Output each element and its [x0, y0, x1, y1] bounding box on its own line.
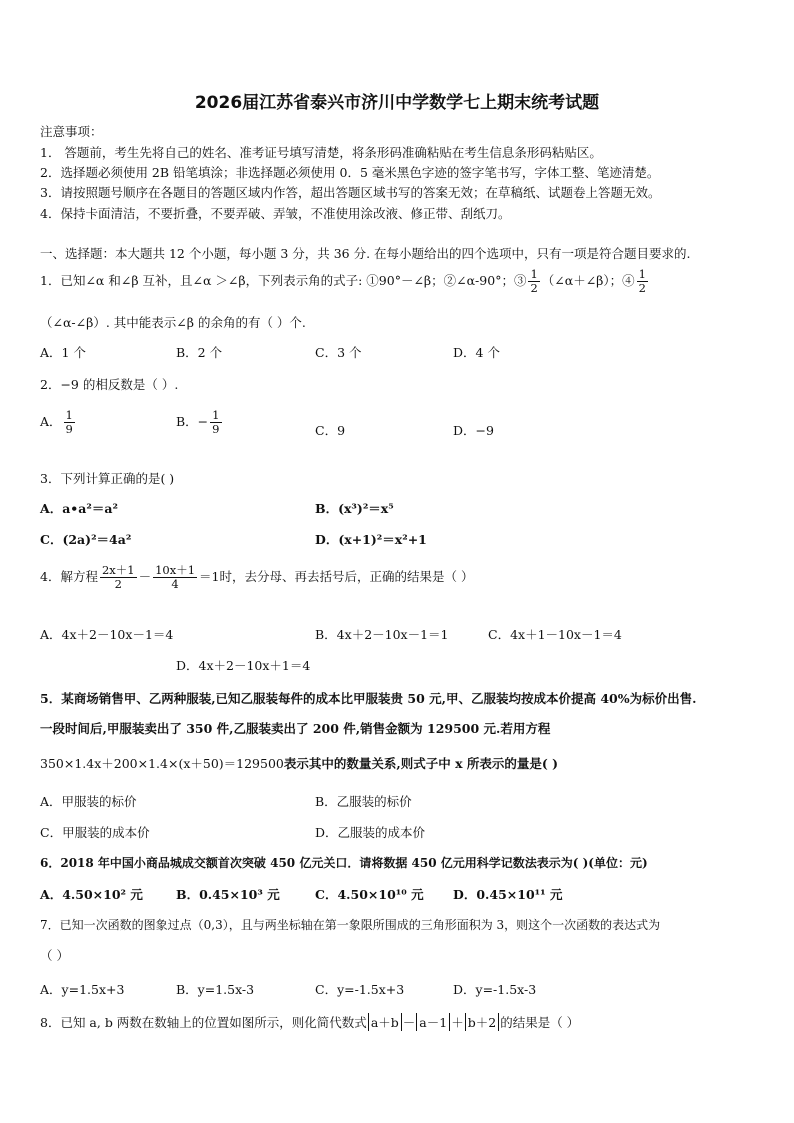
q7-option-d[interactable]: D．y=-1.5x-3 [453, 982, 537, 997]
q3-option-d[interactable]: D．(x+1)²＝x²+1 [315, 532, 427, 547]
frac-numerator: 2x＋1 [101, 563, 135, 577]
q2-option-c[interactable]: C．9 [315, 423, 346, 438]
option-label: B．− [176, 414, 209, 430]
section-heading: 一、选择题：本大题共 12 个小题，每小题 3 分，共 36 分. 在每小题给出的四个选项中，只有一项是符合题目要求的. [40, 246, 691, 261]
notice-item-3: 3．请按照题号顺序在各题目的答题区域内作答，超出答题区域书写的答案无效；在草稿纸、试题卷上答题无效。 [40, 185, 661, 200]
question-3-stem: 3．下列计算正确的是( ) [40, 471, 175, 486]
q1-option-b[interactable]: B．2 个 [176, 345, 223, 360]
page-title: 2026届江苏省泰兴市济川中学数学七上期末统考试题 [194, 93, 600, 113]
q2-b-fraction [210, 409, 221, 436]
q6-option-b[interactable]: B．0.45×10³ 元 [176, 887, 280, 902]
plus-sign: ＋ [451, 1015, 464, 1030]
minus-sign: － [402, 1015, 416, 1030]
abs-value-a-plus-b: a＋b [368, 1013, 402, 1031]
question-2-stem: 2．−9 的相反数是（ ）. [40, 377, 179, 392]
q4-option-a[interactable]: A．4x＋2－10x－1＝4 [40, 627, 174, 642]
frac-numerator: 1 [638, 267, 646, 281]
frac-denominator: 2 [530, 281, 538, 296]
q1-text-a: 1．已知∠α 和∠β 互补，且∠α ＞∠β，下列表示角的式子: ①90°－∠β；②∠α-90°；③ [40, 273, 527, 289]
question-6-stem: 6．2018 年中国小商品城成交额首次突破 450 亿元关口．请将数据 450 亿元用科学记数法表示为( )(单位：元) [40, 856, 648, 870]
q1-option-a[interactable]: A．1 个 [40, 345, 86, 360]
q4-option-b[interactable]: B．4x＋2－10x－1＝1 [315, 627, 449, 642]
equals-one: ＝1 [199, 569, 220, 585]
q7-option-a[interactable]: A．y=1.5x+3 [40, 982, 125, 997]
q4-suffix: 时，去分母、再去括号后，正确的结果是（ ） [219, 569, 474, 585]
question-7-line-2: （ ） [40, 948, 69, 963]
q5-option-d[interactable]: D．乙服装的成本价 [315, 825, 426, 840]
q4-option-c[interactable]: C．4x＋1－10x－1＝4 [488, 627, 622, 642]
q3-option-a[interactable]: A．a•a²＝a² [40, 501, 118, 516]
notice-item-1: 1． 答题前，考生先将自己的姓名、准考证号填写清楚，将条形码准确粘贴在考生信息条形码粘贴区。 [40, 145, 602, 160]
question-5-line-3 [40, 754, 558, 772]
abs-value-a-minus-1: a－1 [416, 1013, 450, 1031]
frac-numerator: 1 [65, 408, 73, 422]
frac-numerator: 1 [212, 408, 220, 422]
abs-value-b-plus-2: b＋2 [465, 1013, 499, 1031]
q5-option-c[interactable]: C．甲服装的成本价 [40, 825, 150, 840]
q1-option-d[interactable]: D．4 个 [453, 345, 500, 360]
notice-heading: 注意事项： [40, 124, 103, 139]
question-4-stem [40, 564, 473, 591]
frac-denominator: 9 [212, 422, 220, 437]
question-7-line-1: 7．已知一次函数的图象过点（0,3），且与两坐标轴在第一象限所围成的三角形面积为 3，则这个一次函数的表达式为 [40, 918, 661, 932]
frac-denominator: 9 [65, 422, 73, 437]
q1-fraction-half [528, 268, 539, 295]
q8-prefix: 8．已知 a, b 两数在数轴上的位置如图所示，则化简代数式 [40, 1015, 367, 1030]
notice-item-4: 4．保持卡面清洁，不要折叠，不要弄破、弄皱，不准使用涂改液、修正带、刮纸刀。 [40, 206, 511, 221]
q3-option-b[interactable]: B．(x³)²＝x⁵ [315, 501, 394, 516]
q4-fraction-2 [153, 564, 197, 591]
q5-question: 表示其中的数量关系,则式子中 x 所表示的量是( ) [283, 756, 559, 771]
notice-item-2: 2．选择题必须使用 2B 铅笔填涂；非选择题必须使用 0．5 毫米黑色字迹的签字笔书写，字体工整、笔迹清楚。 [40, 165, 660, 180]
q5-option-b[interactable]: B．乙服装的标价 [315, 794, 412, 809]
frac-denominator: 2 [638, 281, 646, 296]
q5-equation: 350×1.4x＋200×1.4×(x＋50)＝129500 [40, 756, 284, 771]
q1-text-b: （∠α＋∠β）；④ [541, 273, 635, 289]
q3-option-c[interactable]: C．(2a)²＝4a² [40, 532, 132, 547]
q6-option-c[interactable]: C．4.50×10¹⁰ 元 [315, 887, 424, 902]
q4-prefix: 4．解方程 [40, 569, 98, 585]
option-label: A． [40, 414, 62, 430]
frac-numerator: 1 [530, 267, 538, 281]
frac-numerator: 10x＋1 [155, 563, 196, 577]
minus-sign: － [138, 569, 152, 585]
q1-fraction-half-2 [637, 268, 648, 295]
q2-option-b[interactable] [176, 409, 224, 436]
frac-denominator: 2 [114, 577, 122, 592]
q4-option-d[interactable]: D．4x＋2－10x＋1＝4 [176, 658, 311, 673]
q6-option-d[interactable]: D．0.45×10¹¹ 元 [453, 887, 563, 902]
question-5-line-1: 5．某商场销售甲、乙两种服装,已知乙服装每件的成本比甲服装贵 50 元,甲、乙服装均按成本价提高 40%为标价出售. [40, 691, 697, 706]
q6-option-a[interactable]: A．4.50×10² 元 [40, 887, 143, 902]
question-5-line-2: 一段时间后,甲服装卖出了 350 件,乙服装卖出了 200 件,销售金额为 129500 元.若用方程 [40, 721, 551, 736]
q2-option-d[interactable]: D．−9 [453, 423, 494, 438]
question-1-line-2: （∠α-∠β）. 其中能表示∠β 的余角的有（ ）个. [40, 315, 306, 330]
q2-option-a[interactable] [40, 409, 77, 436]
q1-option-c[interactable]: C．3 个 [315, 345, 362, 360]
q8-suffix: 的结果是（ ） [500, 1015, 580, 1030]
frac-denominator: 4 [171, 577, 179, 592]
question-8-stem [40, 1013, 579, 1031]
q7-option-b[interactable]: B．y=1.5x-3 [176, 982, 255, 997]
q4-fraction-1 [100, 564, 137, 591]
q2-a-fraction [64, 409, 75, 436]
q7-option-c[interactable]: C．y=-1.5x+3 [315, 982, 405, 997]
question-1-line-1 [40, 268, 650, 295]
q5-option-a[interactable]: A．甲服装的标价 [40, 794, 137, 809]
